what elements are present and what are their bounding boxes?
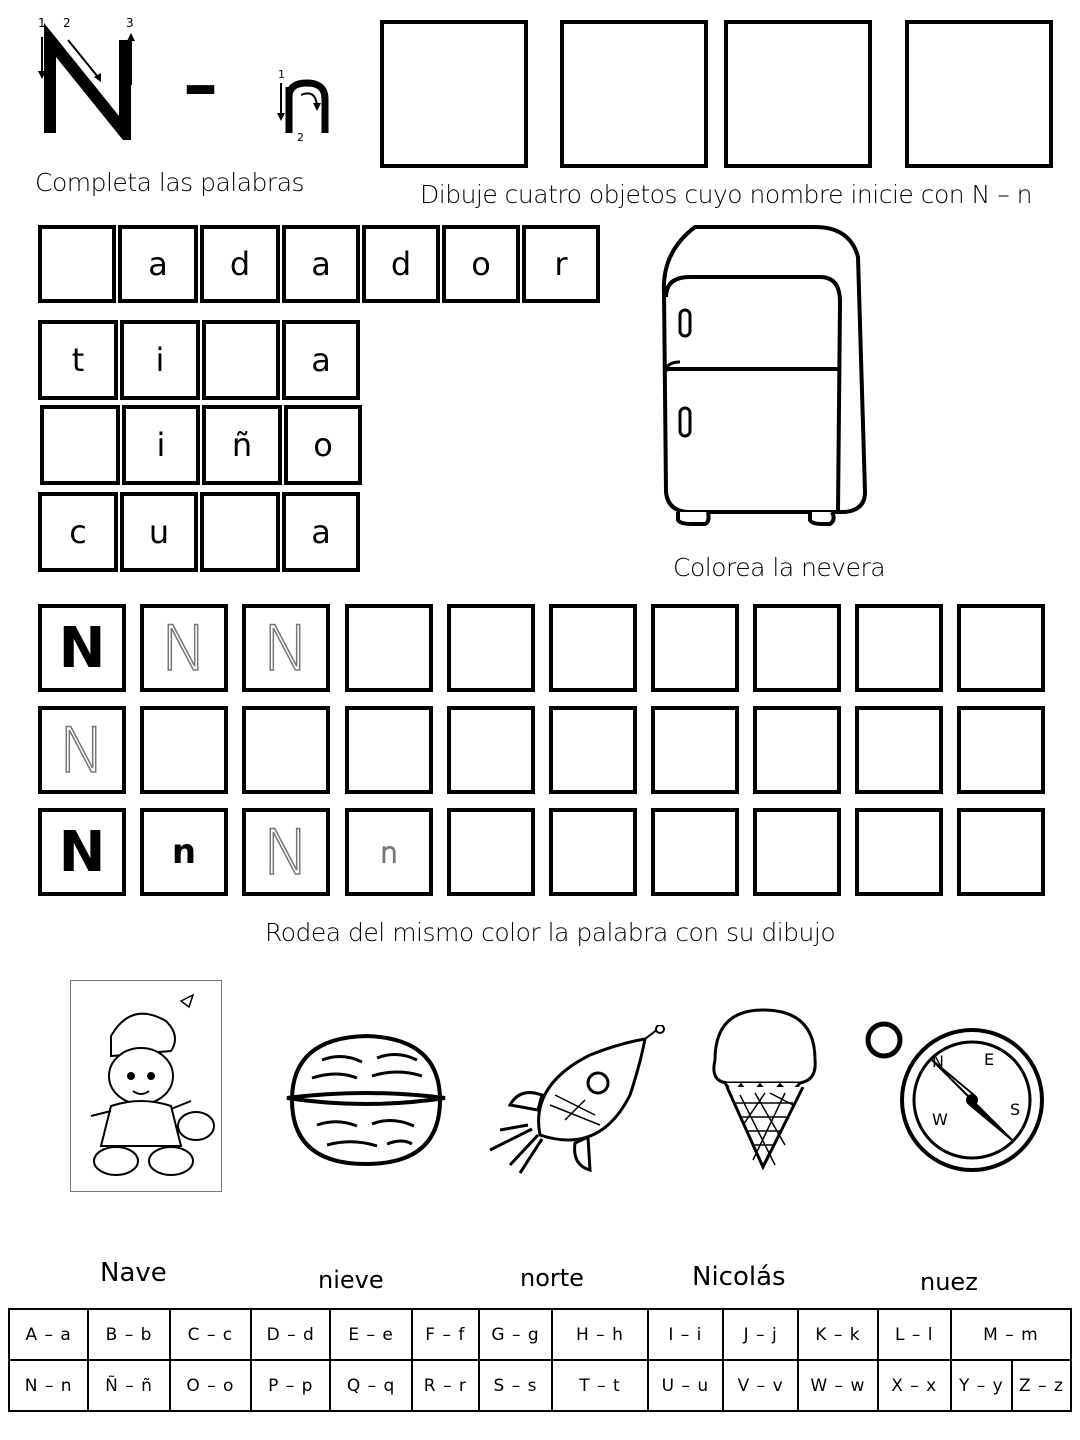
word-cell: d [362, 225, 440, 303]
practice-cell[interactable] [447, 808, 535, 896]
practice-cell[interactable] [447, 706, 535, 794]
alphabet-cell: H – h [552, 1309, 648, 1360]
practice-cell[interactable] [345, 604, 433, 692]
word-cell: u [120, 492, 198, 572]
word-cell[interactable] [202, 320, 280, 400]
practice-cell[interactable] [549, 604, 637, 692]
practice-cell[interactable] [753, 808, 841, 896]
alphabet-cell: N – n [9, 1360, 88, 1411]
upper-n-stroke-guide [30, 15, 150, 140]
alphabet-cell: Q – q [330, 1360, 411, 1411]
alphabet-cell: I – i [648, 1309, 723, 1360]
word-cell: i [122, 405, 200, 485]
compass-picture[interactable] [862, 1015, 1050, 1175]
alphabet-cell: W – w [798, 1360, 877, 1411]
practice-cell[interactable] [855, 706, 943, 794]
ice-cream-picture[interactable] [705, 1005, 825, 1175]
alphabet-cell: M – m [951, 1309, 1071, 1360]
practice-cell[interactable]: N [242, 604, 330, 692]
practice-cell[interactable] [957, 604, 1045, 692]
word-cell: t [38, 320, 118, 400]
practice-cell[interactable] [957, 808, 1045, 896]
practice-cell[interactable] [957, 706, 1045, 794]
instruction-complete-words: Completa las palabras [35, 168, 305, 197]
fridge-picture[interactable] [650, 222, 880, 532]
match-word[interactable]: Nicolás [692, 1262, 786, 1292]
practice-cell[interactable] [651, 706, 739, 794]
match-word[interactable]: nuez [920, 1268, 978, 1296]
word-cell: a [282, 320, 360, 400]
word-cell[interactable] [40, 405, 120, 485]
practice-cell[interactable]: N [38, 604, 126, 692]
alphabet-cell: Ñ – ñ [88, 1360, 169, 1411]
word-cell: a [282, 225, 360, 303]
lower-stroke-number-2: 2 [297, 131, 304, 144]
alphabet-cell: G – g [479, 1309, 552, 1360]
word-cell: o [284, 405, 362, 485]
practice-cell[interactable]: n [345, 808, 433, 896]
practice-cell[interactable] [345, 706, 433, 794]
practice-cell[interactable] [855, 604, 943, 692]
word-cell: i [120, 320, 200, 400]
instruction-match-words: Rodea del mismo color la palabra con su dibujo [265, 918, 836, 947]
svg-text:W: W [932, 1110, 948, 1129]
alphabet-cell: J – j [723, 1309, 798, 1360]
draw-box-3[interactable] [724, 20, 872, 168]
stroke-number-3: 3 [126, 16, 134, 30]
alphabet-cell: X – x [878, 1360, 951, 1411]
practice-cell[interactable] [651, 604, 739, 692]
alphabet-cell: O – o [170, 1360, 251, 1411]
word-cell: ñ [202, 405, 282, 485]
stroke-number-1: 1 [38, 16, 46, 30]
stroke-number-2: 2 [63, 16, 71, 30]
rocket-picture[interactable] [480, 1025, 670, 1175]
alphabet-cell: F – f [412, 1309, 479, 1360]
match-word[interactable]: Nave [100, 1258, 167, 1288]
alphabet-cell: T – t [552, 1360, 648, 1411]
word-cell: r [522, 225, 600, 303]
alphabet-cell: P – p [251, 1360, 330, 1411]
alphabet-cell: V – v [723, 1360, 798, 1411]
alphabet-cell: S – s [479, 1360, 552, 1411]
lower-stroke-number-1: 1 [278, 68, 285, 81]
practice-cell[interactable] [753, 706, 841, 794]
draw-box-1[interactable] [380, 20, 528, 168]
practice-cell[interactable] [140, 706, 228, 794]
svg-text:S: S [1010, 1100, 1021, 1119]
practice-cell[interactable] [753, 604, 841, 692]
word-cell: o [442, 225, 520, 303]
alphabet-cell: R – r [412, 1360, 479, 1411]
alphabet-cell: L – l [878, 1309, 951, 1360]
draw-box-4[interactable] [905, 20, 1053, 168]
practice-cell[interactable]: N [242, 808, 330, 896]
practice-cell[interactable] [651, 808, 739, 896]
header-dash: – [183, 44, 218, 126]
practice-cell[interactable] [242, 706, 330, 794]
match-word[interactable]: norte [520, 1264, 584, 1292]
svg-text:N: N [932, 1052, 944, 1071]
walnut-picture[interactable] [282, 1030, 450, 1170]
word-cell: c [38, 492, 118, 572]
alphabet-cell: Z – z [1012, 1360, 1071, 1411]
practice-cell[interactable] [549, 808, 637, 896]
word-cell[interactable] [38, 225, 116, 303]
alphabet-row [9, 1309, 1071, 1360]
child-picture[interactable] [70, 980, 222, 1192]
word-cell: a [282, 492, 360, 572]
alphabet-cell: C – c [170, 1309, 251, 1360]
alphabet-cell: D – d [251, 1309, 330, 1360]
word-cell: d [200, 225, 280, 303]
alphabet-cell: U – u [648, 1360, 723, 1411]
practice-cell[interactable] [855, 808, 943, 896]
practice-cell[interactable]: N [38, 706, 126, 794]
alphabet-row [9, 1360, 1071, 1411]
match-word[interactable]: nieve [318, 1266, 384, 1294]
word-cell: a [118, 225, 198, 303]
instruction-color-fridge: Colorea la nevera [673, 553, 886, 582]
practice-cell[interactable] [549, 706, 637, 794]
practice-cell[interactable] [447, 604, 535, 692]
alphabet-table [8, 1308, 1072, 1412]
practice-cell[interactable]: N [140, 604, 228, 692]
alphabet-cell: B – b [88, 1309, 169, 1360]
practice-cell[interactable]: N [38, 808, 126, 896]
instruction-draw-objects: Dibuje cuatro objetos cuyo nombre inicie con N – n [420, 180, 1032, 209]
word-cell[interactable] [200, 492, 280, 572]
alphabet-cell: Y – y [951, 1360, 1012, 1411]
alphabet-cell: A – a [9, 1309, 88, 1360]
practice-cell[interactable]: n [140, 808, 228, 896]
alphabet-cell: K – k [798, 1309, 877, 1360]
alphabet-cell: E – e [330, 1309, 411, 1360]
draw-box-2[interactable] [560, 20, 708, 168]
svg-text:E: E [984, 1050, 995, 1069]
